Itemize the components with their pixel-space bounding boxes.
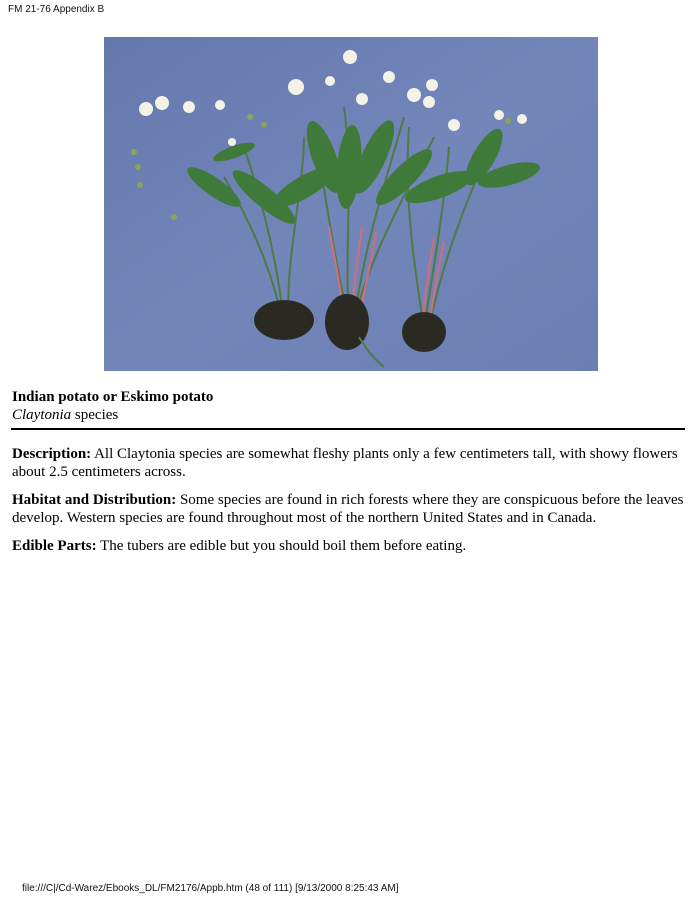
section-divider: [11, 428, 685, 430]
edible-parts-text: The tubers are edible but you should boil them before eating.: [96, 538, 467, 554]
habitat-label: Habitat and Distribution:: [12, 492, 177, 508]
plant-description-body: [12, 445, 684, 565]
page-footer: file:///C|/Cd-Warez/Ebooks_DL/FM2176/Appb.htm (48 of 111) [9/13/2000 8:25:43 AM]: [22, 883, 399, 894]
habitat-text: Some species are found in rich forests where they are conspicuous before the leaves develop. Western species are found throughout most of the northern United States and in Canada.: [12, 492, 684, 526]
habitat-paragraph: [12, 491, 684, 527]
plant-latin-name: [12, 406, 684, 424]
description-text: All Claytonia species are somewhat fleshy plants only a few centimeters tall, with showy flowers about 2.5 centimeters across.: [12, 446, 678, 480]
edible-parts-label: Edible Parts:: [12, 538, 97, 554]
page-header: FM 21-76 Appendix B: [8, 4, 105, 15]
plant-title-block: [12, 388, 684, 424]
description-label: Description:: [12, 446, 92, 462]
edible-parts-paragraph: [12, 537, 684, 555]
description-paragraph: [12, 445, 684, 481]
plant-common-name: Indian potato or Eskimo potato: [12, 389, 214, 405]
plant-photo: [104, 37, 598, 371]
latin-suffix: species: [71, 407, 119, 423]
latin-genus: Claytonia: [12, 407, 72, 423]
